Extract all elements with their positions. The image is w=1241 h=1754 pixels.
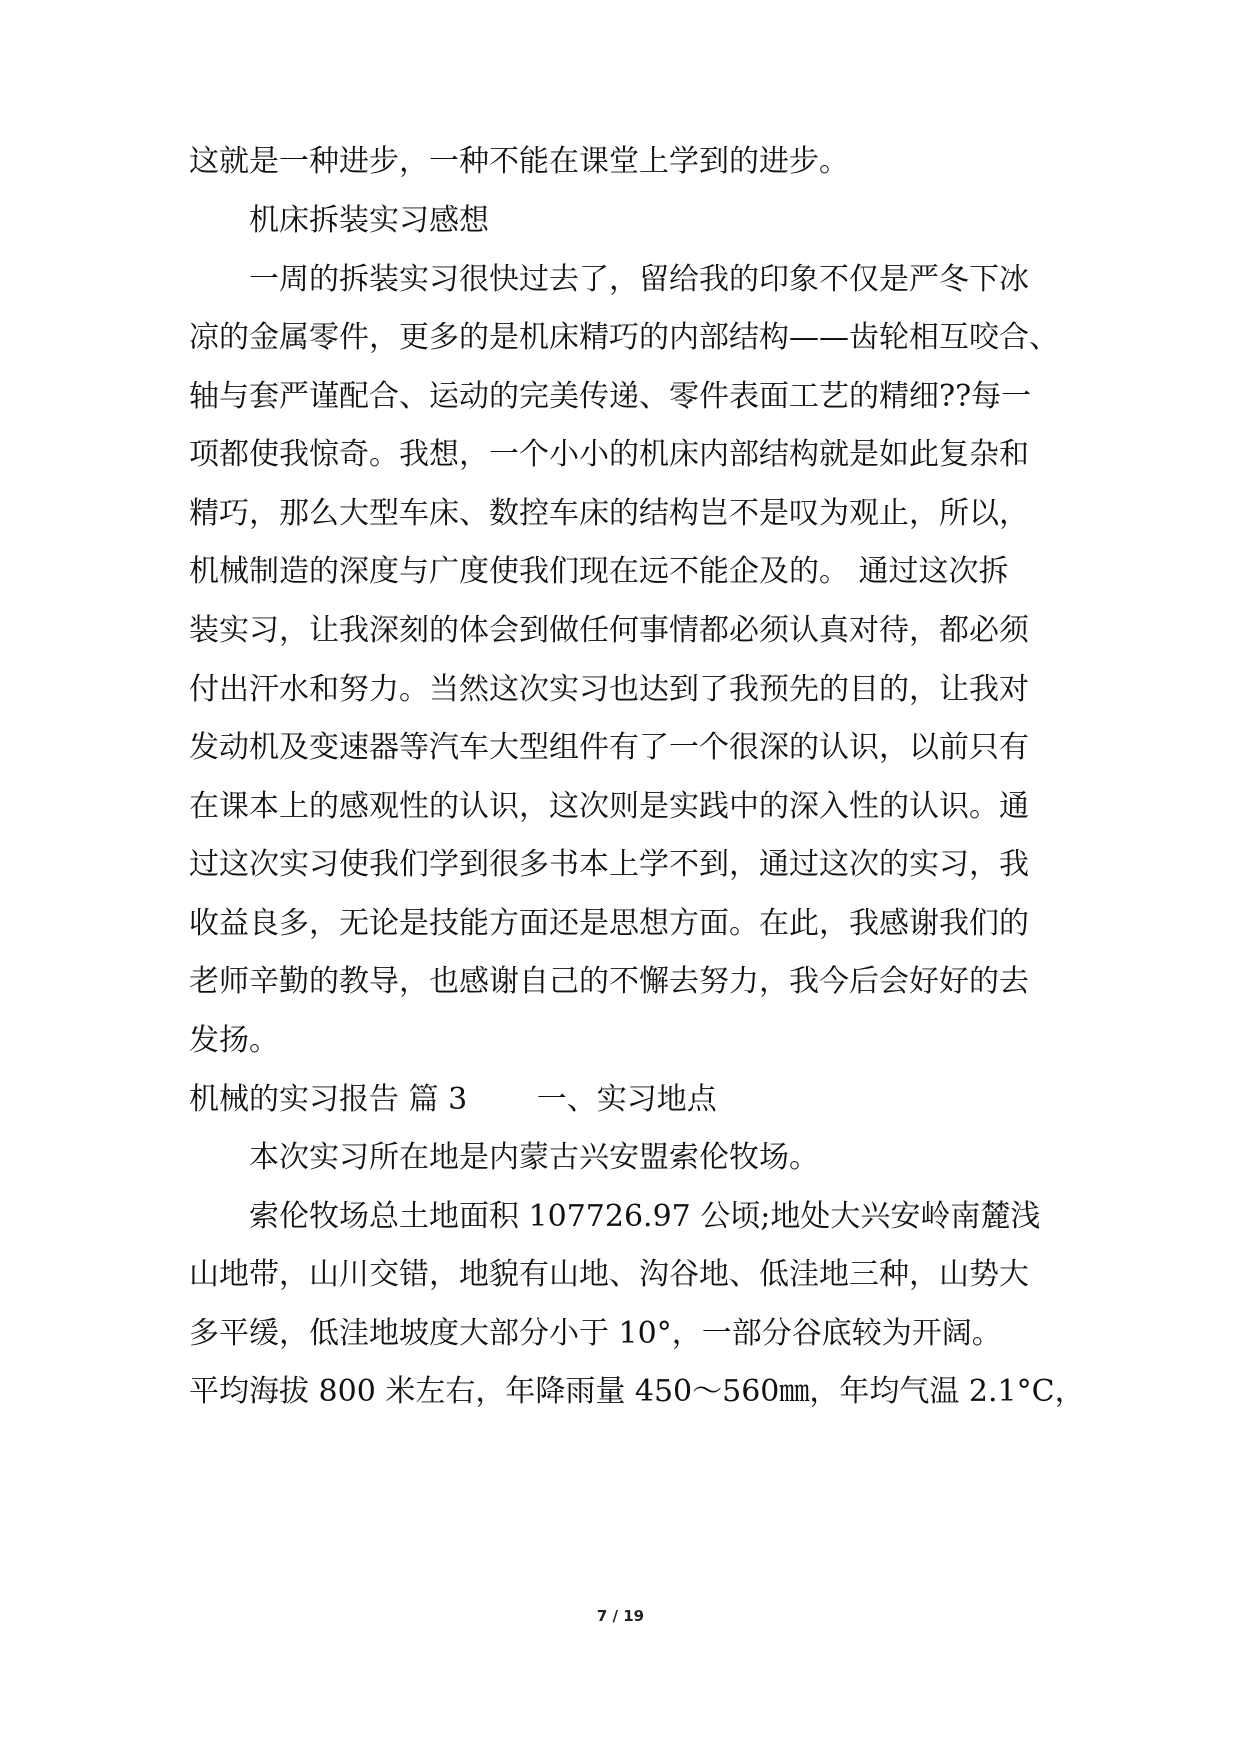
text-line: 这就是一种进步，一种不能在课堂上学到的进步。 <box>189 144 849 179</box>
text-line: 付出汗水和努力。当然这次实习也达到了我预先的目的，让我对 <box>189 672 1029 707</box>
text-line: 在课本上的感观性的认识，这次则是实践中的深入性的认识。通 <box>189 789 1029 824</box>
text-line: 发动机及变速器等汽车大型组件有了一个很深的认识，以前只有 <box>189 730 1029 765</box>
text-line: 一周的拆装实习很快过去了，留给我的印象不仅是严冬下冰 <box>189 262 1029 297</box>
text-line: 轴与套严谨配合、运动的完美传递、零件表面工艺的精细??每一 <box>189 379 1032 414</box>
text-line: 装实习，让我深刻的体会到做任何事情都必须认真对待，都必须 <box>189 613 1029 648</box>
text-line: 收益良多，无论是技能方面还是思想方面。在此，我感谢我们的 <box>189 906 1029 941</box>
text-line: 过这次实习使我们学到很多书本上学不到，通过这次的实习，我 <box>189 847 1029 882</box>
text-line: 发扬。 <box>189 1023 279 1058</box>
text-line: 平均海拔 800 米左右，年降雨量 450～560㎜，年均气温 2.1°C， <box>189 1374 1085 1409</box>
text-line: 精巧，那么大型车床、数控车床的结构岂不是叹为观止，所以， <box>189 496 1029 531</box>
text-line: 本次实习所在地是内蒙古兴安盟索伦牧场。 <box>189 1140 819 1175</box>
section-heading: 机械的实习报告 篇 3 一、实习地点 <box>189 1082 717 1117</box>
page-number: 7 / 19 <box>596 1607 645 1625</box>
text-line: 索伦牧场总土地面积 107726.97 公顷;地处大兴安岭南麓浅 <box>189 1199 1041 1234</box>
text-line: 项都使我惊奇。我想，一个小小的机床内部结构就是如此复杂和 <box>189 437 1029 472</box>
text-line: 多平缓，低洼地坡度大部分小于 10°，一部分谷底较为开阔。 <box>189 1316 1002 1351</box>
text-line: 山地带，山川交错，地貌有山地、沟谷地、低洼地三种，山势大 <box>189 1257 1029 1292</box>
text-line: 机械制造的深度与广度使我们现在远不能企及的。 通过这次拆 <box>189 554 1009 589</box>
section-heading: 机床拆装实习感想 <box>189 203 489 238</box>
text-line: 凉的金属零件，更多的是机床精巧的内部结构——齿轮相互咬合、 <box>189 320 1059 355</box>
text-line: 老师辛勤的教导，也感谢自己的不懈去努力，我今后会好好的去 <box>189 964 1029 999</box>
